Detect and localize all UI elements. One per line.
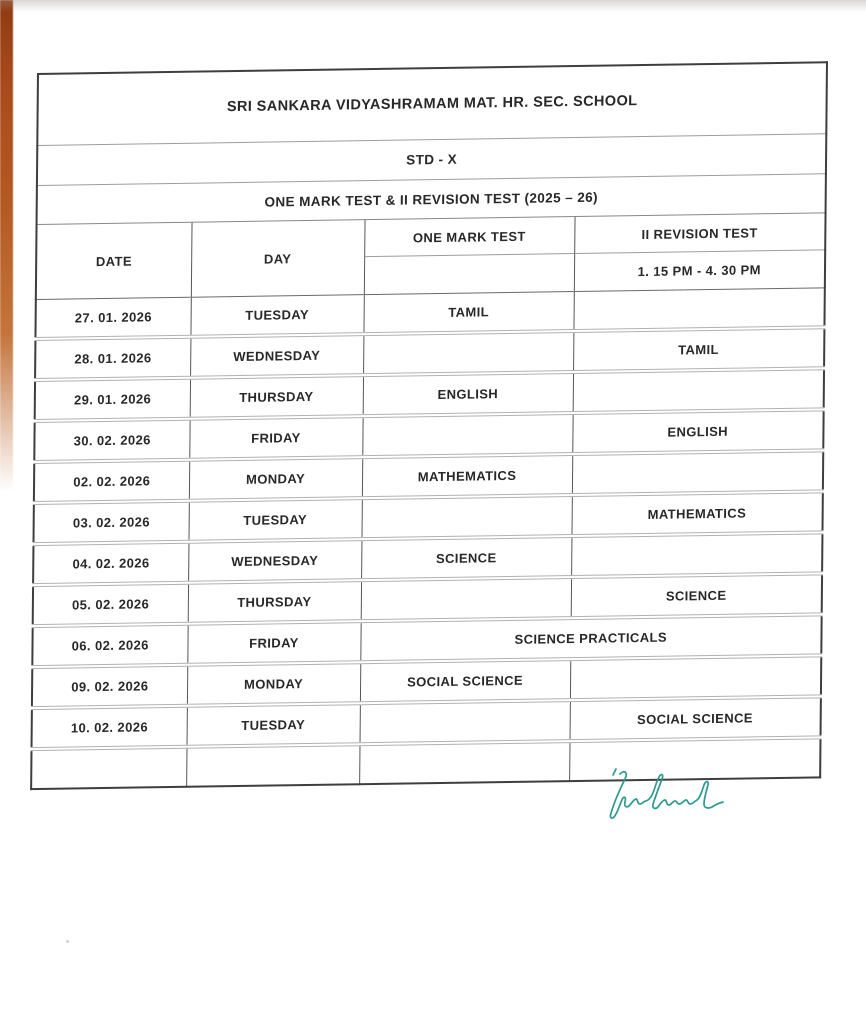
cell-date: 09. 02. 2026 bbox=[32, 665, 187, 708]
cell-one-mark: ENGLISH bbox=[363, 372, 573, 416]
cell-revision: ENGLISH bbox=[572, 409, 823, 454]
cell-date: 06. 02. 2026 bbox=[32, 624, 187, 667]
cell-day: WEDNESDAY bbox=[190, 334, 363, 378]
cell-date: 02. 02. 2026 bbox=[34, 460, 189, 503]
cell-date: 03. 02. 2026 bbox=[33, 501, 188, 544]
cell-day: MONDAY bbox=[187, 662, 360, 706]
scan-edge-strip bbox=[0, 0, 13, 492]
cell-date: 04. 02. 2026 bbox=[33, 542, 188, 585]
cell-day: TUESDAY bbox=[190, 295, 363, 337]
cell-one-mark bbox=[360, 700, 570, 744]
col-header-revision-time: 1. 15 PM - 4. 30 PM bbox=[574, 250, 825, 292]
cell-revision bbox=[573, 288, 824, 331]
class-label: STD - X bbox=[37, 134, 826, 186]
cell-day: TUESDAY bbox=[188, 498, 361, 542]
cell-day: TUESDAY bbox=[187, 703, 360, 747]
signature-stroke bbox=[610, 769, 723, 818]
test-schedule-table bbox=[30, 61, 828, 790]
col-header-one-mark: ONE MARK TEST bbox=[364, 217, 574, 257]
cell-revision bbox=[573, 368, 824, 413]
cell-revision: TAMIL bbox=[573, 327, 824, 372]
cell-revision: SOCIAL SCIENCE bbox=[570, 696, 821, 741]
cell-revision bbox=[571, 532, 822, 577]
scan-speck bbox=[66, 940, 69, 943]
cell-one-mark bbox=[363, 331, 573, 375]
cell-day: THURSDAY bbox=[188, 580, 361, 624]
cell-date bbox=[31, 747, 186, 789]
cell-revision: SCIENCE bbox=[571, 573, 822, 618]
cell-day: MONDAY bbox=[189, 457, 362, 501]
cell-one-mark: SOCIAL SCIENCE bbox=[360, 659, 570, 703]
cell-revision bbox=[572, 450, 823, 495]
col-header-date: DATE bbox=[95, 253, 133, 269]
school-name: SRI SANKARA VIDYASHRAMAM MAT. HR. SEC. SCHOOL bbox=[37, 62, 827, 145]
cell-one-mark bbox=[359, 741, 569, 784]
cell-one-mark bbox=[361, 577, 571, 621]
signature bbox=[598, 766, 730, 830]
cell-revision bbox=[570, 655, 821, 700]
cell-one-mark bbox=[362, 413, 572, 457]
cell-date: 27. 01. 2026 bbox=[35, 297, 190, 339]
cell-date: 30. 02. 2026 bbox=[34, 419, 189, 462]
col-header-one-mark-sub bbox=[364, 254, 574, 295]
table-title: ONE MARK TEST & II REVISION TEST (2025 – 26) bbox=[37, 174, 826, 225]
col-header-revision: II REVISION TEST bbox=[574, 213, 825, 254]
cell-day: FRIDAY bbox=[187, 621, 360, 665]
school-name-row bbox=[37, 62, 827, 145]
cell-subject-span: SCIENCE PRACTICALS bbox=[360, 614, 821, 662]
cell-day: THURSDAY bbox=[190, 375, 363, 419]
cell-date: 28. 01. 2026 bbox=[35, 337, 190, 380]
cell-day: WEDNESDAY bbox=[188, 539, 361, 583]
cell-date: 29. 01. 2026 bbox=[35, 378, 190, 421]
cell-date: 10. 02. 2026 bbox=[32, 706, 187, 749]
cell-revision: MATHEMATICS bbox=[571, 491, 822, 536]
col-header-day: DAY bbox=[191, 220, 365, 298]
cell-one-mark: SCIENCE bbox=[361, 536, 571, 580]
cell-one-mark bbox=[361, 495, 571, 539]
scan-top-shadow bbox=[0, 0, 866, 12]
cell-one-mark: MATHEMATICS bbox=[362, 454, 572, 498]
cell-day: FRIDAY bbox=[189, 416, 362, 460]
cell-one-mark: TAMIL bbox=[363, 292, 573, 335]
cell-date: 05. 02. 2026 bbox=[33, 583, 188, 626]
cell-day bbox=[186, 744, 359, 787]
timetable-sheet bbox=[30, 61, 826, 790]
